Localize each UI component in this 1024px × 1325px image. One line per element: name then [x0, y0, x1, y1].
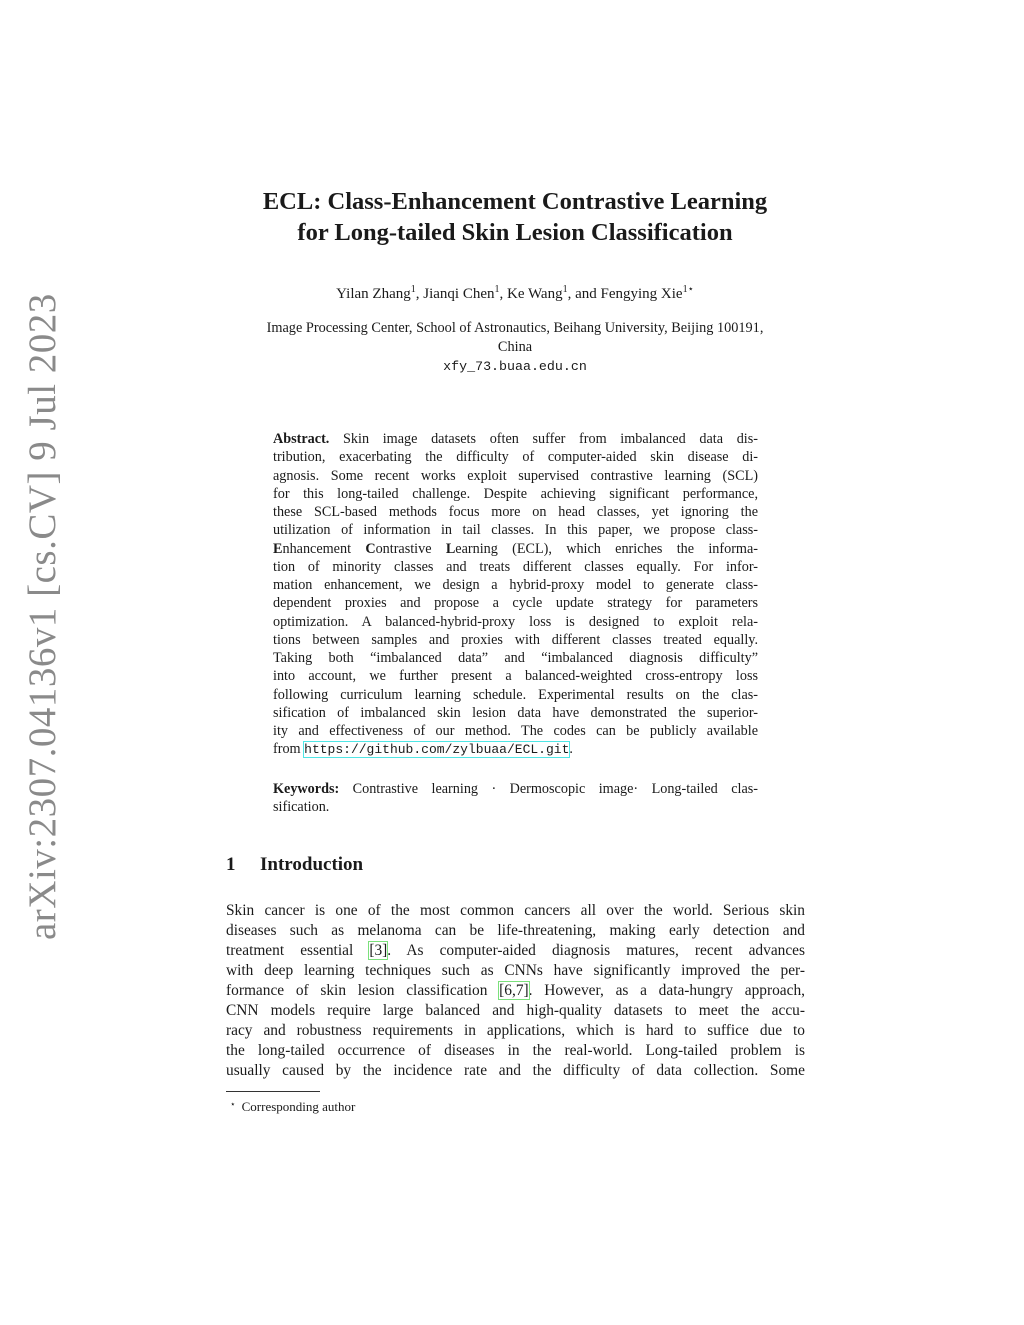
keywords-line: sification.	[273, 799, 330, 816]
affiliation-marker: 1	[410, 284, 416, 295]
arxiv-identifier-stamp: arXiv:2307.04136v1 [cs.CV] 9 Jul 2023	[21, 293, 64, 940]
section-number: 1	[226, 854, 236, 875]
section-heading	[226, 853, 363, 877]
footnote-divider	[226, 1091, 320, 1092]
code-repository-link[interactable]: https://github.com/zylbuaa/ECL.git	[304, 742, 570, 758]
citation-link[interactable]: [3]	[369, 942, 388, 959]
body-text: . As computer-aided diagnosis matures, recent advances	[387, 942, 805, 959]
bold-initial: E	[273, 540, 283, 557]
author-name: , Jianqi Chen	[415, 286, 495, 302]
paper-title-line-2: for Long-tailed Skin Lesion Classification	[297, 219, 733, 246]
abstract-line	[273, 430, 758, 448]
abstract-text: ontrastive	[375, 540, 446, 557]
abstract-line: sification of imbalanced skin lesion data have demonstrated the superior-	[273, 704, 758, 721]
body-line: Skin cancer is one of the most common cancers all over the world. Serious skin	[226, 902, 805, 919]
body-line: diseases such as melanoma can be life-threatening, making early detection and	[226, 922, 805, 939]
affiliation-line: China	[497, 339, 533, 355]
footnote-marker: ⋆	[230, 1099, 236, 1109]
abstract-line: optimization. A balanced-hybrid-proxy loss is designed to exploit rela-	[273, 613, 758, 630]
corresponding-author-marker: 1⋆	[682, 284, 694, 295]
paper-title-line-1: ECL: Class-Enhancement Contrastive Learning	[262, 188, 768, 215]
author-email: xfy_73.buaa.edu.cn	[443, 359, 587, 374]
footnote-text: Corresponding author	[241, 1099, 356, 1114]
affiliation-block	[215, 319, 815, 376]
abstract-line: mation enhancement, we design a hybrid-proxy model to generate class-	[273, 577, 758, 593]
abstract-line: utilization of information in tail classes. In this paper, we propose class-	[273, 522, 758, 539]
abstract-line: tribution, exacerbating the difficulty of computer-aided skin disease di-	[273, 449, 758, 466]
abstract-text: earning (ECL), which enriches the informa-	[455, 540, 758, 557]
bold-initial: L	[445, 540, 456, 557]
body-line: CNN models require large balanced and high-quality datasets to meet the accu-	[226, 1002, 805, 1019]
abstract-line: tion of minority classes and treats different classes equally. For infor-	[273, 558, 758, 575]
abstract-text: Skin image datasets often suffer from imbalanced data dis-	[329, 431, 758, 447]
affiliation-line: Image Processing Center, School of Astronautics, Beihang University, Beijing 100191,	[266, 320, 764, 336]
body-text: formance of skin lesion classification	[226, 982, 500, 999]
body-text: treatment essential	[226, 942, 370, 959]
body-line: the long-tailed occurrence of diseases in the real-world. Long-tailed problem is	[226, 1042, 805, 1059]
abstract-line: these SCL-based methods focus more on head classes, yet ignoring the	[273, 504, 758, 520]
abstract-line: tions between samples and proxies with different classes treated equally.	[273, 631, 758, 648]
bold-initial: C	[365, 540, 376, 557]
abstract-text: .	[569, 741, 573, 758]
abstract-label: Abstract.	[273, 431, 330, 447]
paper-title	[190, 186, 840, 248]
body-line	[226, 981, 805, 1001]
body-line: usually caused by the incidence rate and the difficulty of data collection. Some	[226, 1062, 805, 1079]
abstract-line	[273, 740, 758, 758]
section-title: Introduction	[260, 854, 364, 875]
abstract-text: from	[273, 741, 305, 758]
keywords-label: Keywords:	[273, 781, 340, 797]
citation-link[interactable]: [6,7]	[499, 982, 529, 999]
keywords-text: Contrastive learning · Dermoscopic image· Long-tailed clas-	[339, 781, 758, 797]
abstract-line: agnosis. Some recent works exploit supervised contrastive learning (SCL)	[273, 467, 758, 484]
introduction-paragraph	[226, 901, 805, 1081]
body-line	[226, 941, 805, 961]
body-line: with deep learning techniques such as CNNs have significantly improved the per-	[226, 962, 805, 979]
abstract-line: into account, we further present a balanced-weighted cross-entropy loss	[273, 668, 758, 685]
abstract-line: Taking both “imbalanced data” and “imbalanced diagnosis difficulty”	[273, 650, 758, 666]
author-name: , and Fengying Xie	[567, 286, 683, 302]
keywords	[273, 780, 758, 817]
abstract	[273, 430, 758, 759]
abstract-line: for this long-tailed challenge. Despite achieving significant performance,	[273, 485, 758, 502]
body-text: . However, as a data-hungry approach,	[528, 982, 805, 999]
affiliation-marker: 1	[494, 284, 500, 295]
author-name: Yilan Zhang	[336, 286, 411, 302]
footnote	[226, 1096, 355, 1115]
author-list	[190, 283, 840, 305]
keywords-line	[273, 780, 758, 798]
abstract-text: nhancement	[282, 540, 366, 557]
abstract-line: following curriculum learning schedule. Experimental results on the clas-	[273, 686, 758, 703]
affiliation-marker: 1	[562, 284, 568, 295]
author-name: , Ke Wang	[499, 286, 563, 302]
body-line: racy and robustness requirements in applications, which is hard to suffice due to	[226, 1022, 805, 1039]
abstract-line: dependent proxies and propose a cycle update strategy for parameters	[273, 595, 758, 612]
abstract-line	[273, 540, 758, 558]
abstract-line: ity and effectiveness of our method. The codes can be publicly available	[273, 723, 758, 739]
